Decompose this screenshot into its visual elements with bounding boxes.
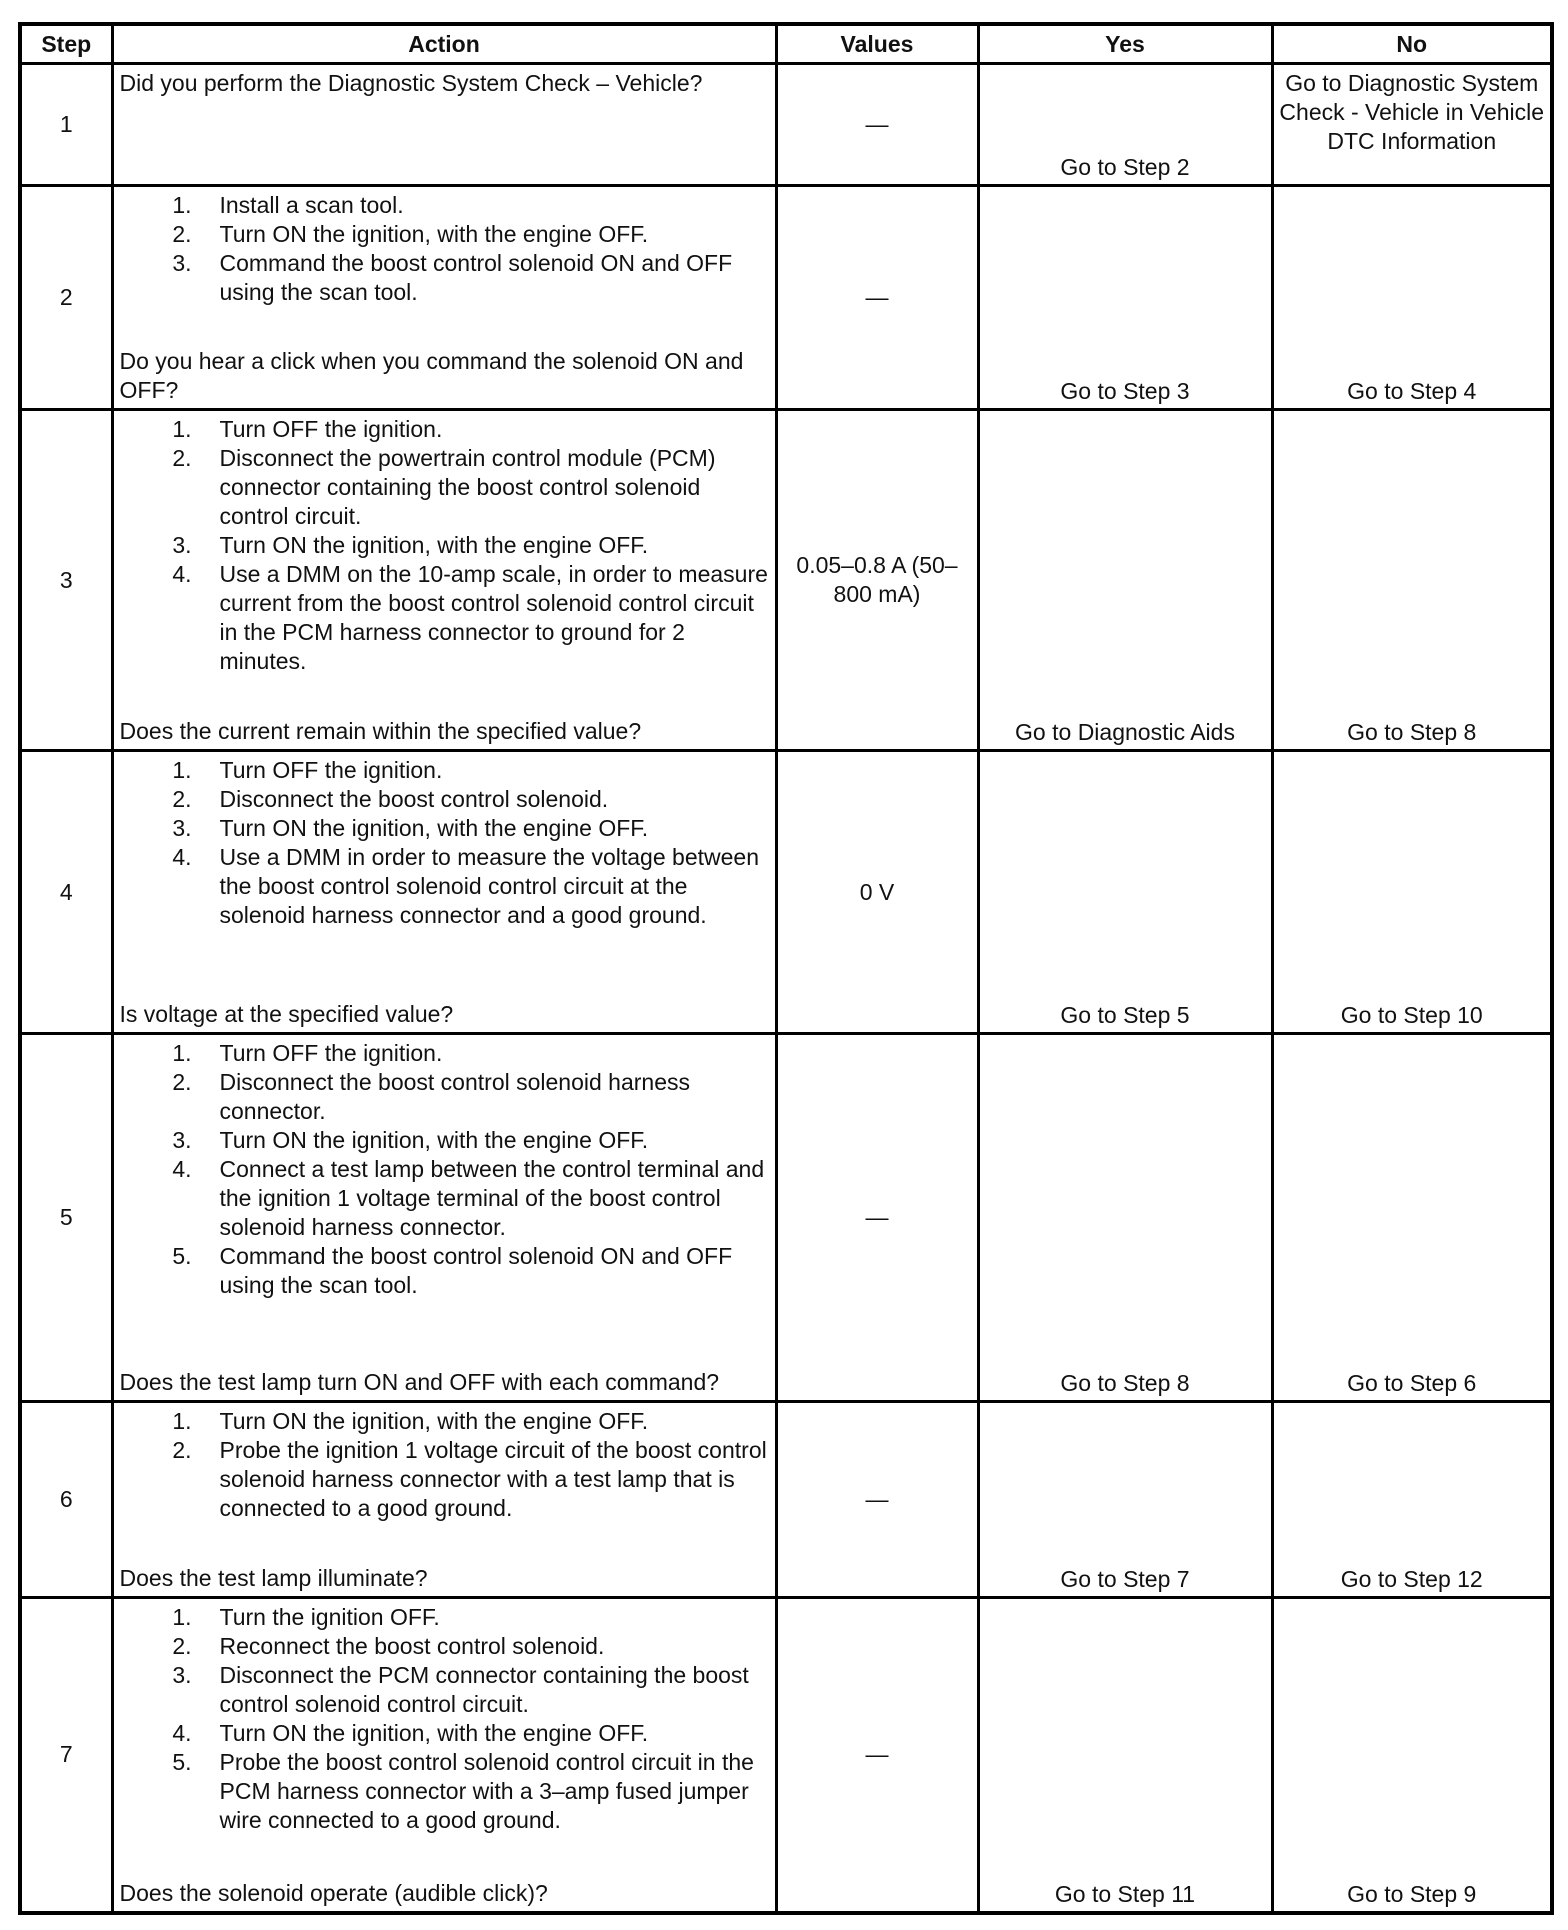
action-step [120,843,769,930]
action-question: Does the test lamp illuminate? [119,1565,428,1591]
value-cell: — [776,1034,978,1402]
header-action: Action [112,24,776,64]
action-step [120,1719,769,1748]
header-row [20,24,1552,64]
yes-cell: Go to Diagnostic Aids [978,410,1272,751]
yes-cell: Go to Step 7 [978,1402,1272,1598]
action-step-number: 2. [172,445,192,471]
action-step-text: Disconnect the boost control solenoid harness connector. [219,1069,691,1124]
diagnostic-table-wrapper [18,22,1550,1915]
action-step-number: 2. [172,1633,192,1659]
action-step [120,1632,769,1661]
action-cell [112,64,776,186]
action-step-text: Install a scan tool. [219,192,404,218]
table-row [20,410,1552,751]
action-step-number: 3. [172,250,192,276]
action-cell [112,1402,776,1598]
action-cell [112,1598,776,1913]
table-row [20,186,1552,410]
value-cell: 0 V [776,751,978,1034]
value-cell: 0.05–0.8 A (50–800 mA) [776,410,978,751]
table-row [20,1598,1552,1913]
value-cell: — [776,186,978,410]
action-question: Is voltage at the specified value? [119,1001,454,1027]
no-cell: Go to Step 4 [1272,186,1552,410]
action-step-list [120,1039,769,1300]
action-cell [112,751,776,1034]
action-step-number: 2. [172,1437,192,1463]
header-step: Step [20,24,112,64]
action-question: Did you perform the Diagnostic System Check – Vehicle? [119,70,703,96]
action-cell [112,186,776,410]
action-step-number: 4. [172,1720,192,1746]
action-step-text: Turn ON the ignition, with the engine OFF. [219,221,649,247]
action-step-number: 2. [172,786,192,812]
action-step-number: 4. [172,844,192,870]
action-step-number: 2. [172,1069,192,1095]
action-step-text: Turn ON the ignition, with the engine OFF. [219,815,649,841]
action-step-number: 4. [172,1156,192,1182]
action-step [120,220,769,249]
action-step-number: 3. [172,1662,192,1688]
action-step [120,1126,769,1155]
action-step-number: 4. [172,561,192,587]
action-question: Does the current remain within the specified value? [119,718,642,744]
action-step-number: 1. [172,192,192,218]
action-step-number: 5. [172,1749,192,1775]
no-cell: Go to Diagnostic System Check - Vehicle in Vehicle DTC Information [1272,64,1552,186]
table-body [20,64,1552,1913]
action-step-list [120,191,769,307]
action-step-text: Use a DMM on the 10-amp scale, in order to measure current from the boost control solenoid control circuit in the PCM harness connector to ground for 2 minutes. [219,561,768,674]
table-row [20,1034,1552,1402]
action-step-number: 3. [172,532,192,558]
header-yes: Yes [978,24,1272,64]
action-step-number: 1. [172,416,192,442]
action-cell [112,410,776,751]
action-step-number: 1. [172,1408,192,1434]
action-step-text: Use a DMM in order to measure the voltage between the boost control solenoid control circuit at the solenoid harness connector and a good ground. [219,844,759,928]
action-step [120,1068,769,1126]
action-step-text: Turn ON the ignition, with the engine OFF. [219,532,649,558]
action-step [120,756,769,785]
value-cell: — [776,1402,978,1598]
yes-cell: Go to Step 3 [978,186,1272,410]
table-row [20,751,1552,1034]
action-step [120,1242,769,1300]
step-number: 4 [20,751,112,1034]
action-question: Does the solenoid operate (audible click)? [119,1880,548,1906]
value-cell: — [776,64,978,186]
action-step-text: Turn OFF the ignition. [219,1040,443,1066]
no-cell: Go to Step 9 [1272,1598,1552,1913]
action-step-text: Reconnect the boost control solenoid. [219,1633,605,1659]
step-number: 1 [20,64,112,186]
header-no: No [1272,24,1552,64]
no-cell: Go to Step 10 [1272,751,1552,1034]
action-step-number: 1. [172,1604,192,1630]
action-step [120,814,769,843]
action-step [120,1407,769,1436]
step-number: 5 [20,1034,112,1402]
action-step-list [120,1407,769,1523]
no-cell: Go to Step 8 [1272,410,1552,751]
action-step-text: Command the boost control solenoid ON and OFF using the scan tool. [219,1243,733,1298]
table-row [20,1402,1552,1598]
header-values: Values [776,24,978,64]
action-step [120,1155,769,1242]
step-number: 2 [20,186,112,410]
action-step-number: 3. [172,815,192,841]
diagnostic-table [18,22,1554,1915]
action-step-text: Command the boost control solenoid ON and OFF using the scan tool. [219,250,733,305]
action-step [120,191,769,220]
action-step-number: 2. [172,221,192,247]
action-step-number: 3. [172,1127,192,1153]
action-question: Does the test lamp turn ON and OFF with each command? [119,1369,720,1395]
action-step-text: Disconnect the boost control solenoid. [219,786,609,812]
action-step-text: Connect a test lamp between the control terminal and the ignition 1 voltage terminal of the boost control solenoid harness connector. [219,1156,765,1240]
step-number: 3 [20,410,112,751]
step-number: 7 [20,1598,112,1913]
action-step [120,1039,769,1068]
no-cell: Go to Step 6 [1272,1034,1552,1402]
action-step [120,1748,769,1835]
action-step-list [120,756,769,930]
action-cell [112,1034,776,1402]
action-step-number: 1. [172,1040,192,1066]
action-step [120,1661,769,1719]
action-step-text: Probe the ignition 1 voltage circuit of the boost control solenoid harness connector with a test lamp that is connected to a good ground. [219,1437,767,1521]
action-step-number: 1. [172,757,192,783]
yes-cell: Go to Step 11 [978,1598,1272,1913]
action-step-text: Turn ON the ignition, with the engine OFF. [219,1408,649,1434]
action-question: Do you hear a click when you command the solenoid ON and OFF? [119,348,744,403]
action-step [120,444,769,531]
action-step [120,1436,769,1523]
step-number: 6 [20,1402,112,1598]
action-step-text: Disconnect the PCM connector containing the boost control solenoid control circuit. [219,1662,749,1717]
action-step-number: 5. [172,1243,192,1269]
yes-cell: Go to Step 8 [978,1034,1272,1402]
value-cell: — [776,1598,978,1913]
action-step-text: Turn ON the ignition, with the engine OFF. [219,1127,649,1153]
action-step-text: Turn OFF the ignition. [219,416,443,442]
action-step [120,560,769,676]
action-step-text: Disconnect the powertrain control module (PCM) connector containing the boost control solenoid control circuit. [219,445,716,529]
no-cell: Go to Step 12 [1272,1402,1552,1598]
table-row [20,64,1552,186]
action-step-text: Turn OFF the ignition. [219,757,443,783]
action-step [120,531,769,560]
action-step-text: Turn ON the ignition, with the engine OFF. [219,1720,649,1746]
action-step [120,785,769,814]
action-step-list [120,1603,769,1835]
action-step [120,249,769,307]
action-step-text: Probe the boost control solenoid control circuit in the PCM harness connector with a 3–amp fused jumper wire connected to a good ground. [219,1749,754,1833]
action-step [120,415,769,444]
yes-cell: Go to Step 2 [978,64,1272,186]
yes-cell: Go to Step 5 [978,751,1272,1034]
action-step-text: Turn the ignition OFF. [219,1604,440,1630]
action-step [120,1603,769,1632]
action-step-list [120,415,769,676]
